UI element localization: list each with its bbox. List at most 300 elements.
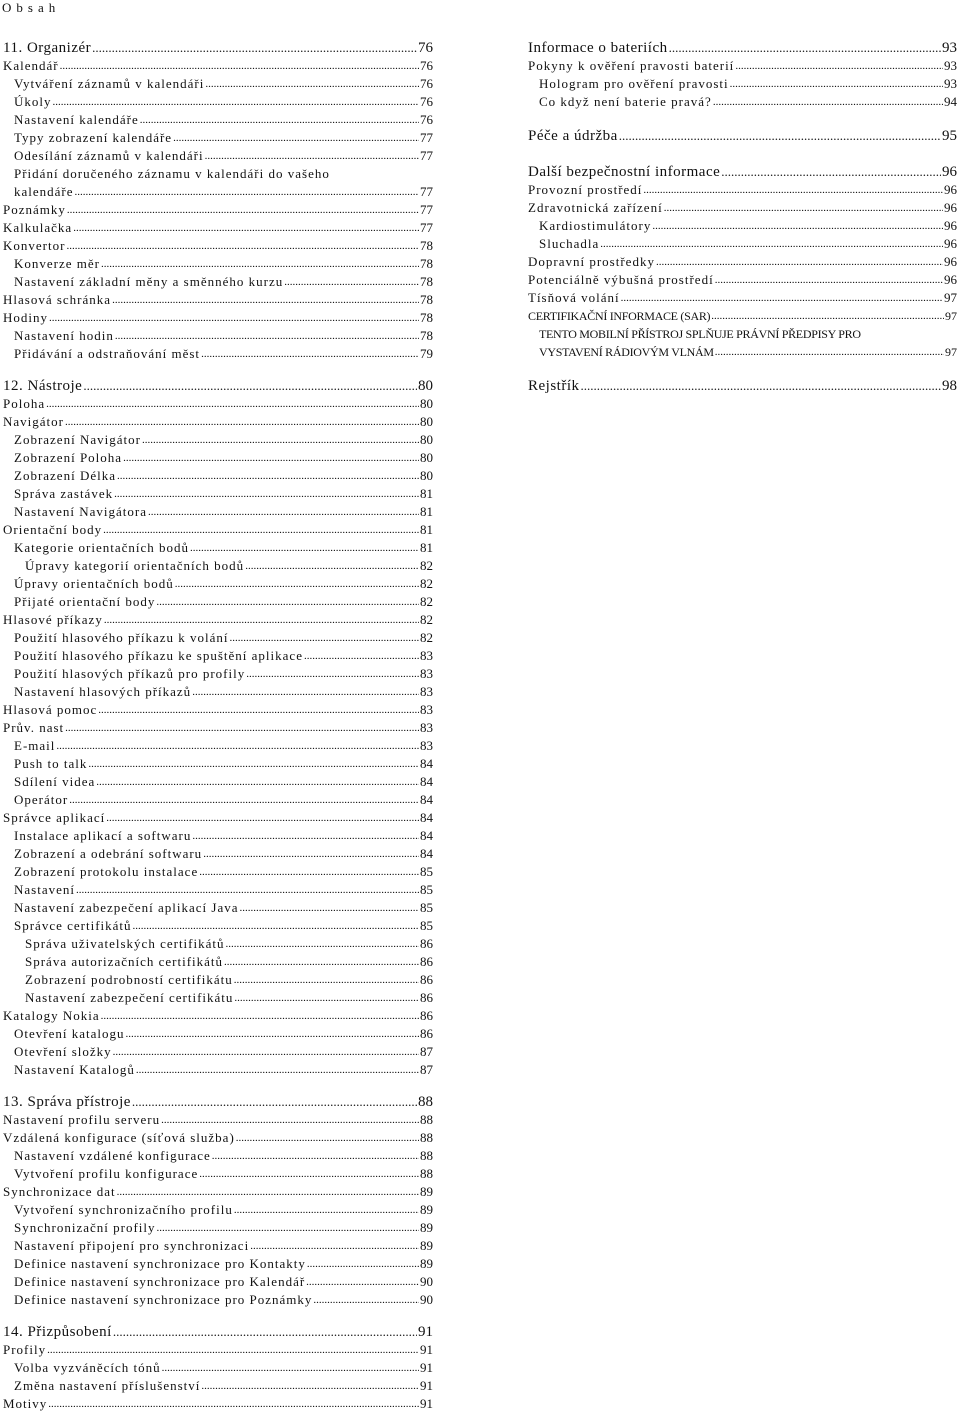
toc-entry[interactable] — [3, 520, 433, 538]
toc-entry[interactable] — [3, 466, 433, 484]
toc-dot-leader — [192, 828, 419, 844]
toc-entry-title: Úpravy kategorií orientačních bodů — [25, 558, 245, 573]
toc-entry-title: Katalogy Nokia — [3, 1008, 100, 1023]
toc-page-number: 86 — [420, 954, 433, 969]
toc-page-number: 91 — [420, 1342, 433, 1357]
toc-page-number: 83 — [420, 684, 433, 699]
toc-page-number: 97 — [945, 309, 957, 323]
toc-section-heading[interactable] — [3, 376, 433, 394]
toc-entry[interactable] — [528, 306, 957, 324]
toc-dot-leader — [157, 1220, 420, 1236]
toc-entry-title: Hlasová pomoc — [3, 702, 98, 717]
toc-page-number: 90 — [420, 1274, 433, 1289]
toc-dot-leader — [199, 864, 419, 880]
toc-entry-title: Změna nastavení příslušenství — [14, 1378, 201, 1393]
toc-entry[interactable] — [3, 988, 433, 1006]
toc-entry-title: Použití hlasového příkazu k volání — [14, 630, 229, 645]
toc-entry[interactable] — [3, 1060, 433, 1078]
toc-entry[interactable] — [3, 898, 433, 916]
toc-entry-title: Konvertor — [3, 238, 66, 253]
toc-dot-leader — [190, 540, 419, 556]
toc-entry-title: Definice nastavení synchronizace pro Kalendář — [14, 1274, 306, 1289]
toc-entry[interactable] — [3, 754, 433, 772]
toc-entry[interactable] — [3, 736, 433, 754]
toc-entry-title: Provozní prostředí — [528, 182, 643, 197]
toc-page-number: 77 — [420, 202, 433, 217]
toc-page-number: 91 — [418, 1324, 433, 1340]
toc-entry[interactable] — [3, 254, 433, 272]
toc-dot-leader — [721, 164, 941, 180]
toc-entry[interactable] — [3, 970, 433, 988]
toc-entry[interactable] — [3, 236, 433, 254]
toc-entry-title: Motivy — [3, 1396, 48, 1411]
toc-page-number: 76 — [420, 76, 433, 91]
toc-entry[interactable] — [3, 1272, 433, 1290]
toc-entry-title: Použití hlasového příkazu ke spuštění aplikace — [14, 648, 303, 663]
toc-entry-title: Navigátor — [3, 414, 64, 429]
toc-entry[interactable] — [3, 218, 433, 236]
toc-entry[interactable] — [3, 200, 433, 218]
toc-entry[interactable] — [3, 1042, 433, 1060]
toc-dot-leader — [46, 396, 419, 412]
toc-dot-leader — [75, 184, 419, 200]
toc-entry[interactable] — [3, 1290, 433, 1308]
toc-entry-title: 11. Organizér — [3, 40, 92, 56]
toc-entry[interactable] — [3, 790, 433, 808]
toc-page-number: 90 — [420, 1292, 433, 1307]
toc-entry[interactable] — [3, 1128, 433, 1146]
toc-page-number: 96 — [944, 254, 957, 269]
toc-dot-leader — [656, 254, 943, 270]
toc-entry[interactable] — [3, 844, 433, 862]
toc-dot-leader — [156, 594, 419, 610]
toc-dot-leader — [117, 1184, 419, 1200]
toc-dot-leader — [173, 130, 419, 146]
toc-page-number: 83 — [420, 648, 433, 663]
toc-section-heading[interactable] — [3, 1322, 433, 1340]
toc-dot-leader — [162, 1360, 419, 1376]
toc-dot-leader — [56, 738, 419, 754]
toc-dot-leader — [246, 666, 419, 682]
toc-entry[interactable] — [528, 198, 957, 216]
toc-dot-leader — [123, 450, 419, 466]
toc-page-number: 86 — [420, 1026, 433, 1041]
toc-entry[interactable] — [3, 664, 433, 682]
toc-entry-title: Otevření katalogu — [14, 1026, 125, 1041]
toc-entry[interactable] — [3, 916, 433, 934]
toc-entry-title: Synchronizace dat — [3, 1184, 116, 1199]
toc-page-number: 80 — [418, 378, 433, 394]
toc-entry[interactable] — [3, 538, 433, 556]
toc-entry[interactable] — [3, 1006, 433, 1024]
toc-dot-leader — [115, 328, 419, 344]
toc-entry-title: Nastavení Katalogů — [14, 1062, 135, 1077]
toc-dot-leader — [652, 218, 943, 234]
toc-entry-title: Úpravy orientačních bodů — [14, 576, 174, 591]
toc-entry[interactable] — [3, 128, 433, 146]
toc-entry[interactable] — [3, 1376, 433, 1394]
toc-entry[interactable] — [3, 430, 433, 448]
toc-page-number: 85 — [420, 864, 433, 879]
toc-page-number: 81 — [420, 522, 433, 537]
toc-entry[interactable] — [3, 556, 433, 574]
toc-entry[interactable] — [528, 252, 957, 270]
toc-entry[interactable] — [3, 110, 433, 128]
toc-page-number: 80 — [420, 468, 433, 483]
toc-page-number: 78 — [420, 256, 433, 271]
toc-entry-title: Přidávání a odstraňování měst — [14, 346, 201, 361]
toc-page-number: 96 — [944, 182, 957, 197]
toc-page-number: 88 — [420, 1166, 433, 1181]
toc-page-number: 83 — [420, 720, 433, 735]
toc-page-number: 91 — [420, 1396, 433, 1411]
toc-page-number: 77 — [420, 220, 433, 235]
toc-entry-title: 14. Přizpůsobení — [3, 1324, 112, 1340]
toc-entry[interactable] — [528, 324, 957, 342]
toc-entry-title: Správce aplikací — [3, 810, 106, 825]
toc-dot-leader — [83, 378, 417, 394]
toc-dot-leader — [226, 936, 420, 952]
toc-entry-title: Přidání doručeného záznamu v kalendáři do vašeho — [14, 166, 330, 181]
toc-entry-title: 13. Správa přístroje — [3, 1094, 131, 1110]
toc-entry[interactable] — [3, 56, 433, 74]
toc-entry-title: Hodiny — [3, 310, 48, 325]
toc-entry[interactable] — [3, 718, 433, 736]
toc-page-number: 96 — [944, 272, 957, 287]
toc-page-number: 95 — [942, 128, 957, 144]
toc-entry[interactable] — [3, 182, 433, 200]
toc-dot-leader — [199, 1166, 419, 1182]
toc-entry-title: Nastavení základní měny a směnného kurzu — [14, 274, 284, 289]
toc-entry[interactable] — [528, 234, 957, 252]
toc-dot-leader — [65, 414, 419, 430]
toc-dot-leader — [713, 94, 943, 110]
toc-entry-title: Správa zastávek — [14, 486, 114, 501]
toc-entry[interactable] — [3, 952, 433, 970]
toc-dot-leader — [307, 1256, 419, 1272]
toc-entry[interactable] — [3, 272, 433, 290]
toc-entry[interactable] — [3, 1200, 433, 1218]
toc-dot-leader — [715, 272, 943, 288]
toc-entry[interactable] — [3, 934, 433, 952]
toc-section-heading[interactable] — [3, 38, 433, 56]
toc-page-number: 93 — [942, 40, 957, 56]
toc-entry-title: Nastavení profilu serveru — [3, 1112, 161, 1127]
toc-dot-leader — [140, 112, 419, 128]
toc-entry-title: Profily — [3, 1342, 47, 1357]
toc-entry[interactable] — [3, 682, 433, 700]
toc-dot-leader — [192, 684, 419, 700]
toc-page-number: 88 — [418, 1094, 433, 1110]
toc-page-number: 80 — [420, 432, 433, 447]
toc-dot-leader — [92, 40, 417, 56]
toc-page-number: 93 — [944, 58, 957, 73]
toc-entry-title: 12. Nástroje — [3, 378, 83, 394]
toc-page-number: 89 — [420, 1202, 433, 1217]
toc-entry[interactable] — [3, 880, 433, 898]
toc-dot-leader — [643, 182, 943, 198]
toc-entry[interactable] — [3, 1024, 433, 1042]
toc-dot-leader — [103, 522, 419, 538]
toc-entry[interactable] — [3, 1164, 433, 1182]
toc-entry[interactable] — [3, 164, 433, 182]
toc-page-number: 96 — [944, 218, 957, 233]
toc-entry[interactable] — [3, 1394, 433, 1412]
toc-page-number: 81 — [420, 540, 433, 555]
toc-dot-leader — [48, 1396, 419, 1412]
toc-entry[interactable] — [3, 326, 433, 344]
toc-entry[interactable] — [3, 826, 433, 844]
toc-entry[interactable] — [528, 180, 957, 198]
toc-entry-title: Instalace aplikací a softwaru — [14, 828, 192, 843]
toc-entry-title: Potenciálně výbušná prostředí — [528, 272, 714, 287]
toc-dot-leader — [306, 1274, 419, 1290]
toc-entry[interactable] — [3, 448, 433, 466]
toc-dot-leader — [161, 1112, 419, 1128]
toc-dot-leader — [284, 274, 419, 290]
toc-page-number: 77 — [420, 148, 433, 163]
toc-entry-title: Vytvoření synchronizačního profilu — [14, 1202, 233, 1217]
toc-dot-leader — [66, 238, 419, 254]
toc-page-number: 84 — [420, 810, 433, 825]
toc-dot-leader — [212, 1148, 419, 1164]
toc-dot-leader — [735, 58, 943, 74]
toc-dot-leader — [245, 558, 419, 574]
toc-entry[interactable] — [3, 574, 433, 592]
toc-page-number: 85 — [420, 900, 433, 915]
toc-page-number: 96 — [942, 164, 957, 180]
toc-entry[interactable] — [3, 862, 433, 880]
toc-entry-title: Zobrazení protokolu instalace — [14, 864, 199, 879]
toc-entry[interactable] — [3, 700, 433, 718]
toc-page-number: 96 — [944, 200, 957, 215]
toc-dot-leader — [73, 220, 419, 236]
toc-entry[interactable] — [528, 56, 957, 74]
toc-dot-leader — [148, 504, 419, 520]
toc-dot-leader — [234, 990, 419, 1006]
toc-page-number: 76 — [420, 112, 433, 127]
toc-section-heading[interactable] — [528, 162, 957, 180]
toc-dot-leader — [65, 720, 419, 736]
toc-page-number: 86 — [420, 936, 433, 951]
toc-entry[interactable] — [528, 74, 957, 92]
toc-dot-leader — [230, 630, 419, 646]
toc-entry[interactable] — [3, 646, 433, 664]
toc-entry-title: Poznámky — [3, 202, 66, 217]
toc-entry[interactable] — [3, 146, 433, 164]
toc-dot-leader — [112, 292, 419, 308]
toc-entry[interactable] — [3, 1254, 433, 1272]
toc-page-number: 97 — [945, 345, 957, 359]
toc-page-number: 89 — [420, 1184, 433, 1199]
toc-page-number: 83 — [420, 666, 433, 681]
toc-entry-title: Vytváření záznamů v kalendáři — [14, 76, 205, 91]
toc-entry-title: Poloha — [3, 396, 46, 411]
toc-entry-title: Další bezpečnostní informace — [528, 164, 721, 180]
toc-dot-leader — [98, 702, 419, 718]
toc-page-number: 79 — [420, 346, 433, 361]
toc-entry-title: CERTIFIKAČNÍ INFORMACE (SAR) — [528, 309, 711, 323]
toc-entry-title: Kardiostimulátory — [539, 218, 652, 233]
toc-dot-leader — [600, 236, 943, 252]
toc-page-number: 87 — [420, 1044, 433, 1059]
toc-dot-leader — [136, 1062, 419, 1078]
toc-dot-leader — [106, 810, 419, 826]
toc-page-number: 76 — [420, 94, 433, 109]
toc-entry[interactable] — [3, 502, 433, 520]
toc-page-number: 88 — [420, 1130, 433, 1145]
toc-dot-leader — [88, 756, 419, 772]
toc-entry[interactable] — [3, 1218, 433, 1236]
toc-entry[interactable] — [3, 1182, 433, 1200]
toc-entry-title: Nastavení připojení pro synchronizaci — [14, 1238, 250, 1253]
toc-page-number: 82 — [420, 612, 433, 627]
toc-entry[interactable] — [3, 808, 433, 826]
toc-entry-title: Kalendář — [3, 58, 59, 73]
toc-entry-title: Nastavení zabezpečení certifikátu — [25, 990, 234, 1005]
toc-entry[interactable] — [3, 344, 433, 362]
toc-page-number: 84 — [420, 756, 433, 771]
toc-entry[interactable] — [3, 290, 433, 308]
toc-entry[interactable] — [3, 394, 433, 412]
toc-entry[interactable] — [528, 216, 957, 234]
toc-entry[interactable] — [3, 628, 433, 646]
toc-page-number: 87 — [420, 1062, 433, 1077]
toc-dot-leader — [69, 792, 419, 808]
toc-entry[interactable] — [3, 412, 433, 430]
toc-page-number: 78 — [420, 310, 433, 325]
toc-section-heading[interactable] — [528, 38, 957, 56]
toc-entry-title: E-mail — [14, 738, 56, 753]
toc-entry-title: Operátor — [14, 792, 69, 807]
toc-entry-title: Nastavení — [14, 882, 75, 897]
toc-section-heading[interactable] — [528, 126, 957, 144]
toc-dot-leader — [236, 1130, 419, 1146]
toc-page-number: 85 — [420, 882, 433, 897]
toc-page-number: 78 — [420, 238, 433, 253]
toc-page-number: 89 — [420, 1256, 433, 1271]
toc-entry-title: Vzdálená konfigurace (síťová služba) — [3, 1130, 235, 1145]
toc-entry[interactable] — [528, 270, 957, 288]
toc-page-number: 82 — [420, 630, 433, 645]
toc-dot-leader — [104, 612, 419, 628]
toc-page-number: 76 — [420, 58, 433, 73]
toc-entry-title: Sluchadla — [539, 236, 600, 251]
toc-entry[interactable] — [3, 1146, 433, 1164]
toc-entry[interactable] — [3, 1340, 433, 1358]
toc-entry-title: Prův. nast — [3, 720, 65, 735]
toc-entry[interactable] — [3, 484, 433, 502]
toc-dot-leader — [581, 378, 942, 394]
toc-entry-title: Vytvoření profilu konfigurace — [14, 1166, 199, 1181]
toc-entry[interactable] — [3, 308, 433, 326]
toc-dot-leader — [47, 1342, 419, 1358]
toc-entry[interactable] — [3, 592, 433, 610]
toc-entry-title: Zdravotnická zařízení — [528, 200, 663, 215]
toc-page-number: 86 — [420, 972, 433, 987]
toc-entry-title: Co když není baterie pravá? — [539, 94, 712, 109]
toc-page-number: 78 — [420, 328, 433, 343]
toc-page-number: 76 — [418, 40, 433, 56]
toc-dot-leader — [126, 1026, 420, 1042]
toc-dot-leader — [96, 774, 419, 790]
toc-dot-leader — [304, 648, 419, 664]
toc-dot-leader — [224, 954, 419, 970]
toc-entry-title: Orientační body — [3, 522, 103, 537]
toc-page-number: 82 — [420, 558, 433, 573]
toc-entry-title: Push to talk — [14, 756, 88, 771]
toc-page-number: 91 — [420, 1378, 433, 1393]
toc-entry[interactable] — [3, 92, 433, 110]
toc-dot-leader — [101, 256, 419, 272]
toc-page-number: 80 — [420, 450, 433, 465]
toc-entry-title: Nastavení hlasových příkazů — [14, 684, 192, 699]
toc-entry-title: Zobrazení Délka — [14, 468, 116, 483]
toc-entry-title: Definice nastavení synchronizace pro Kontakty — [14, 1256, 306, 1271]
toc-entry-title: Nastavení vzdálené konfigurace — [14, 1148, 211, 1163]
toc-entry[interactable] — [3, 1110, 433, 1128]
toc-entry[interactable] — [3, 1358, 433, 1376]
toc-entry[interactable] — [528, 92, 957, 110]
toc-entry-title: Správa uživatelských certifikátů — [25, 936, 225, 951]
toc-entry-title: Kalkulačka — [3, 220, 73, 235]
toc-entry-title: Zobrazení Poloha — [14, 450, 123, 465]
toc-dot-leader — [205, 148, 419, 164]
toc-page-number: 80 — [420, 396, 433, 411]
toc-dot-leader — [711, 308, 944, 324]
toc-entry-title: Úkoly — [14, 94, 52, 109]
toc-dot-leader — [203, 846, 419, 862]
toc-dot-leader — [239, 900, 419, 916]
toc-entry-title: Nastavení zabezpečení aplikací Java — [14, 900, 239, 915]
toc-entry[interactable] — [3, 1236, 433, 1254]
toc-dot-leader — [113, 1324, 417, 1340]
toc-page-number: 89 — [420, 1238, 433, 1253]
toc-page-number: 81 — [420, 504, 433, 519]
toc-entry-title: TENTO MOBILNÍ PŘÍSTROJ SPLŇUJE PRÁVNÍ PŘEDPISY PRO — [539, 327, 861, 341]
toc-entry[interactable] — [3, 610, 433, 628]
toc-section-heading[interactable] — [3, 1092, 433, 1110]
toc-entry-title: Hlasová schránka — [3, 292, 112, 307]
toc-entry-title: Tísňová volání — [528, 290, 620, 305]
toc-entry-title: Nastavení Navigátora — [14, 504, 147, 519]
toc-page-number: 93 — [944, 76, 957, 91]
toc-entry-title: Sdílení videa — [14, 774, 96, 789]
toc-entry-title: Definice nastavení synchronizace pro Poznámky — [14, 1292, 313, 1307]
toc-page-number: 83 — [420, 702, 433, 717]
toc-entry-title: Nastavení kalendáře — [14, 112, 139, 127]
toc-page-number: 88 — [420, 1112, 433, 1127]
toc-entry[interactable] — [3, 772, 433, 790]
toc-entry-title: Přijaté orientační body — [14, 594, 156, 609]
toc-entry-title: Konverze měr — [14, 256, 100, 271]
toc-entry[interactable] — [3, 74, 433, 92]
toc-dot-leader — [621, 290, 943, 306]
toc-entry[interactable] — [528, 342, 957, 360]
toc-entry-title: Hlasové příkazy — [3, 612, 103, 627]
toc-entry-title: VYSTAVENÍ RÁDIOVÝM VLNÁM — [539, 345, 714, 359]
toc-dot-leader — [669, 40, 941, 56]
toc-entry[interactable] — [528, 288, 957, 306]
toc-dot-leader — [60, 58, 419, 74]
toc-entry-title: kalendáře — [14, 184, 74, 199]
toc-section-heading[interactable] — [528, 376, 957, 394]
toc-dot-leader — [250, 1238, 419, 1254]
toc-page-number: 98 — [942, 378, 957, 394]
toc-page-number: 85 — [420, 918, 433, 933]
toc-entry-title: Zobrazení podrobností certifikátu — [25, 972, 233, 987]
toc-entry-title: Správa autorizačních certifikátů — [25, 954, 224, 969]
